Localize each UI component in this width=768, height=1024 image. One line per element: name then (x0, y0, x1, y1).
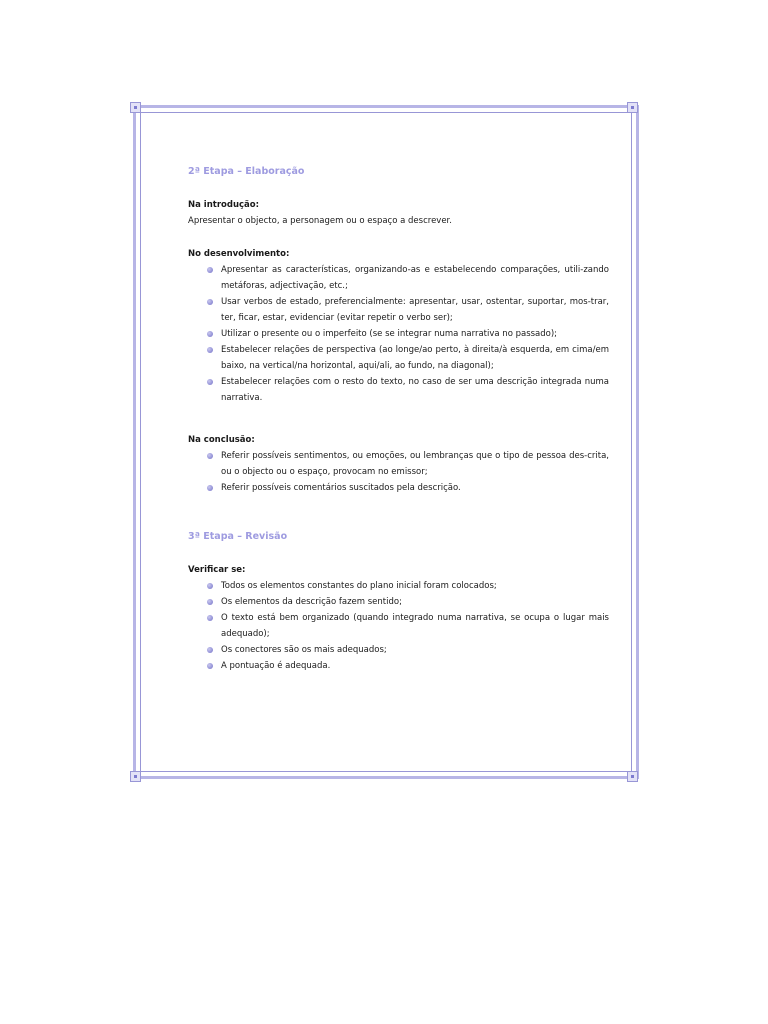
round-bullet-icon (207, 583, 213, 589)
list-item: Apresentar as características, organizando-as e estabelecendo comparações, utili-zando metáforas, adjectivação, etc.; (221, 262, 609, 294)
round-bullet-icon (207, 267, 213, 273)
label-conclusao: Na conclusão: (188, 435, 255, 445)
list-verificar (188, 578, 609, 674)
list-item: A pontuação é adequada. (221, 658, 609, 674)
document-body (188, 164, 609, 674)
list-item: Estabelecer relações com o resto do texto, no caso de ser uma descrição integrada numa narrativa. (221, 374, 609, 406)
corner-ornament-icon (130, 771, 141, 782)
round-bullet-icon (207, 347, 213, 353)
section-title-elaboracao: 2ª Etapa – Elaboração (188, 166, 305, 177)
list-desenvolvimento (188, 262, 609, 406)
text-introducao: Apresentar o objecto, a personagem ou o espaço a descrever. (188, 216, 452, 226)
list-conclusao (188, 448, 609, 496)
label-verificar: Verificar se: (188, 565, 246, 575)
round-bullet-icon (207, 663, 213, 669)
round-bullet-icon (207, 379, 213, 385)
corner-ornament-icon (130, 102, 141, 113)
round-bullet-icon (207, 331, 213, 337)
round-bullet-icon (207, 485, 213, 491)
label-introducao: Na introdução: (188, 200, 260, 210)
list-item: Referir possíveis comentários suscitados pela descrição. (221, 480, 609, 496)
round-bullet-icon (207, 299, 213, 305)
round-bullet-icon (207, 599, 213, 605)
corner-ornament-icon (627, 102, 638, 113)
list-item: Todos os elementos constantes do plano inicial foram colocados; (221, 578, 609, 594)
round-bullet-icon (207, 647, 213, 653)
list-item: Referir possíveis sentimentos, ou emoções, ou lembranças que o tipo de pessoa des-crita, ou o objecto ou o espaço, provocam no emissor; (221, 448, 609, 480)
round-bullet-icon (207, 615, 213, 621)
list-item: Os elementos da descrição fazem sentido; (221, 594, 609, 610)
list-item: Utilizar o presente ou o imperfeito (se se integrar numa narrativa no passado); (221, 326, 609, 342)
label-desenvolvimento: No desenvolvimento: (188, 249, 290, 259)
corner-ornament-icon (627, 771, 638, 782)
list-item: Estabelecer relações de perspectiva (ao longe/ao perto, à direita/à esquerda, em cima/em baixo, na vertical/na horizontal, aqui/ali, ao fundo, na diagonal); (221, 342, 609, 374)
section-title-revisao: 3ª Etapa – Revisão (188, 531, 288, 542)
round-bullet-icon (207, 453, 213, 459)
list-item: Usar verbos de estado, preferencialmente: apresentar, usar, ostentar, suportar, mos-trar, ter, ficar, estar, evidenciar (evitar repetir o verbo ser); (221, 294, 609, 326)
list-item: O texto está bem organizado (quando integrado numa narrativa, se ocupa o lugar mais adequado); (221, 610, 609, 642)
list-item: Os conectores são os mais adequados; (221, 642, 609, 658)
